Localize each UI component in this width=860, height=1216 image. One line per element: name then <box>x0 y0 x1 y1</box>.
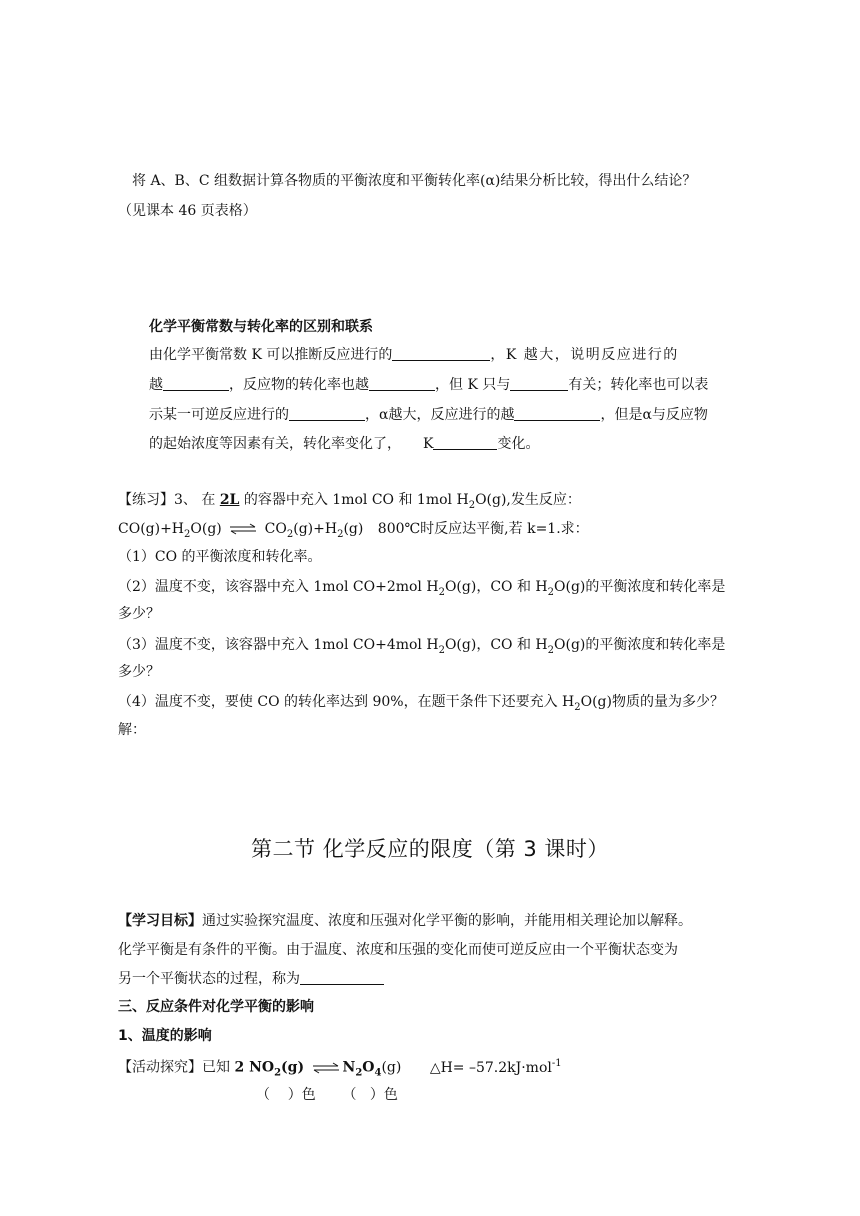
top-question-line2: （见课本 46 页表格） <box>118 203 257 219</box>
exercise-q3-cont: 多少？ <box>118 664 160 680</box>
blank[interactable] <box>392 346 490 361</box>
blank[interactable] <box>369 376 435 391</box>
blank[interactable] <box>289 406 365 421</box>
blank[interactable] <box>433 435 497 450</box>
relation-line4: 的起始浓度等因素有关，转化率变化了， K 变化。 <box>149 436 540 452</box>
blank[interactable] <box>163 376 229 391</box>
exercise-prompt: 【练习】3、 在 2L 的容器中充入 1mol CO 和 1mol $H_2O(g)$,发生反应： <box>118 492 581 511</box>
exercise-q2: （2）温度不变，该容器中充入 1mol CO+2mol $H_2O(g)$，CO 和 $H_2O(g)$的平衡浓度和转化率是 <box>118 579 726 598</box>
exercise-q4: （4）温度不变，要使 CO 的转化率达到 90%，在题干条件下还要充入 $H_2O(g)$物质的量为多少？ <box>118 694 724 713</box>
blank[interactable] <box>514 406 600 421</box>
section-title: 第二节 化学反应的限度（第 3 课时） <box>251 837 609 861</box>
activity-line: 【活动探究】已知 2 $NO_2(g)$ $N_2O_4(g)$ △H= –57.2kJ·mol$^{-1}$ <box>118 1058 562 1079</box>
goals-line3: 另一个平衡状态的过程，称为 <box>118 970 384 988</box>
color-blanks-line: （ ）色 （ ）色 <box>256 1087 398 1103</box>
section3-heading: 三、反应条件对化学平衡的影响 <box>118 999 314 1015</box>
reversible-arrow-icon <box>312 1062 340 1074</box>
answer-label: 解： <box>118 722 146 738</box>
top-question-line1: 将 A、B、C 组数据计算各物质的平衡浓度和平衡转化率(α)结果分析比较，得出什么结论？ <box>132 173 697 189</box>
relation-line2: 越 ，反应物的转化率也越 ，但 K 只与 有关；转化率也可以表 <box>149 377 709 393</box>
goals-line1: 【学习目标】通过实验探究温度、浓度和压强对化学平衡的影响，并能用相关理论加以解释。 <box>118 913 692 929</box>
blank[interactable] <box>510 376 568 391</box>
exercise-q3: （3）温度不变，该容器中充入 1mol CO+4mol $H_2O(g)$，CO 和 $H_2O(g)$的平衡浓度和转化率是 <box>118 637 726 656</box>
blank[interactable] <box>300 970 384 985</box>
relation-line3: 示某一可逆反应进行的 ，α越大，反应进行的越 ，但是α与反应物 <box>149 407 708 423</box>
section3-sub1: 1、温度的影响 <box>118 1028 212 1044</box>
exercise-q2-cont: 多少？ <box>118 606 160 622</box>
goals-line2: 化学平衡是有条件的平衡。由于温度、浓度和压强的变化而使可逆反应由一个平衡状态变为 <box>118 942 678 958</box>
relation-line1: 由化学平衡常数 K 可以推断反应进行的 ，K 越大，说明反应进行的 <box>149 347 679 363</box>
relation-heading: 化学平衡常数与转化率的区别和联系 <box>149 319 373 335</box>
exercise-equation: $CO(g)+H_2O(g)$ $CO_2(g)+H_2(g)$ 800℃时反应达平衡,若 k=1.求： <box>118 521 589 540</box>
exercise-q1: （1）CO 的平衡浓度和转化率。 <box>118 549 322 565</box>
reversible-arrow-icon <box>229 523 257 535</box>
